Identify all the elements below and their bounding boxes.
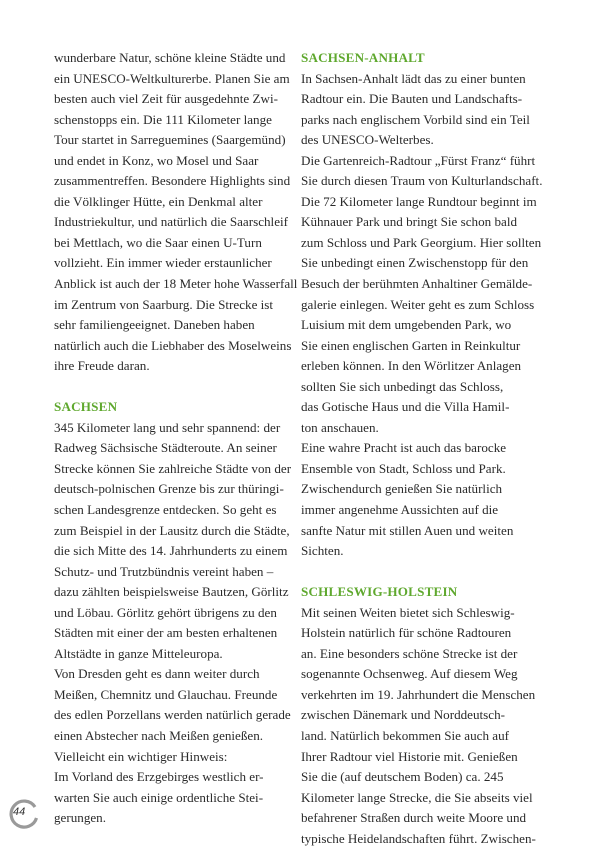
sachsen-paragraph-1: 345 Kilometer lang und sehr spannend: der Radweg Sächsische Städteroute. An seiner Strecke können Sie zahlreiche Städte von der deutsch-polnischen Grenze bis zur thüringi- schen Landesgrenze entdecken. So geht es zum Beispiel in der Lausitz durch die Städte, die sich Mitte des 14. Jahrhunderts zu einem Schutz- und Trutzbündnis vereint haben – dazu zählten beispielsweise Bautzen, Görlitz und Löbau. Görlitz gehört übrigens zu den Städten mit einer der am besten erhaltenen Altstädte in ganze Mitteleuropa. xyxy=(54,419,292,661)
left-column xyxy=(54,48,306,829)
sachsen-paragraph-2: Von Dresden geht es dann weiter durch Meißen, Chemnitz und Glauchau. Freunde des edlen Porzellans werden natürlich gerade einen Abstecher nach Meißen genießen. Vielleicht ein wichtiger Hinweis: Im Vorland des Erzgebirges westlich er- warten Sie auch einige ordentliche Stei- gerungen. xyxy=(54,666,291,826)
sachsen-anhalt-paragraph-3: Eine wahre Pracht ist auch das barocke Ensemble von Stadt, Schloss und Park. Zwischendurch genießen Sie natürlich immer angenehme Aussichten auf die sanfte Natur mit stillen Auen und weiten Sichten. xyxy=(301,440,514,559)
sachsen-anhalt-paragraph-2: Die Gartenreich-Radtour „Fürst Franz“ führt Sie durch diesen Traum von Kulturlandschaft. Die 72 Kilometer lange Rundtour beginnt im Kühnauer Park und bringt Sie schon bald zum Schloss und Park Georgium. Hier sollten Sie unbedingt einen Zwischenstopp für den Besuch der berühmten Anhaltiner Gemälde- galerie einlegen. Weiter geht es zum Schloss Luisium mit dem umgebenden Park, wo Sie einen englischen Garten in Reinkultur erleben können. In den Wörlitzer Anlagen sollten Sie sich unbedingt das Schloss, das Gotische Haus und die Villa Hamil- ton anschauen. xyxy=(301,152,543,435)
heading-schleswig-holstein: SCHLESWIG-HOLSTEIN xyxy=(301,584,458,600)
schleswig-holstein-paragraph-1: Mit seinen Weiten bietet sich Schleswig- Holstein natürlich für schöne Radtouren an. Eine besonders schöne Strecke ist der sogenannte Ochsenweg. Auf diesem Weg verkehrten im 19. Jahrhundert die Menschen zwischen Dänemark und Norddeutsch- land. Natürlich bekommen Sie auch auf Ihrer Radtour viel Historie mit. Genießen Sie die (auf deutschem Boden) ca. 245 Kilometer lange Strecke, die Sie abseits viel befahrener Straßen durch weite Moore und typische Heidelandschaften führt. Zwischen- xyxy=(301,604,536,846)
page-number: 44 xyxy=(13,806,26,818)
heading-sachsen: SACHSEN xyxy=(54,399,118,415)
sachsen-anhalt-paragraph-1: In Sachsen-Anhalt lädt das zu einer bunten Radtour ein. Die Bauten und Landschafts- parks nach englischem Vorbild sind ein Teil des UNESCO-Welterbes. xyxy=(301,70,530,148)
right-column xyxy=(301,48,555,849)
heading-sachsen-anhalt: SACHSEN-ANHALT xyxy=(301,50,425,65)
intro-paragraph: wunderbare Natur, schöne kleine Städte und ein UNESCO-Weltkulturerbe. Planen Sie am besten auch viel Zeit für ausgedehnte Zwi- schenstopps ein. Die 111 Kilometer lange Tour startet in Sarreguemines (Saargemünd) und endet in Konz, wo Mosel und Saar zusammentreffen. Besondere Highlights sind die Völklinger Hütte, ein Denkmal alter Industriekultur, und natürlich die Saarschleif bei Mettlach, wo die Saar einen U-Turn vollzieht. Ein immer wieder erstaunlicher Anblick ist auch der 18 Meter hohe Wasserfall im Zentrum von Saarburg. Die Strecke ist sehr familiengeeignet. Daneben haben natürlich auch die Liebhaber des Moselweins ihre Freude daran. xyxy=(54,50,298,374)
